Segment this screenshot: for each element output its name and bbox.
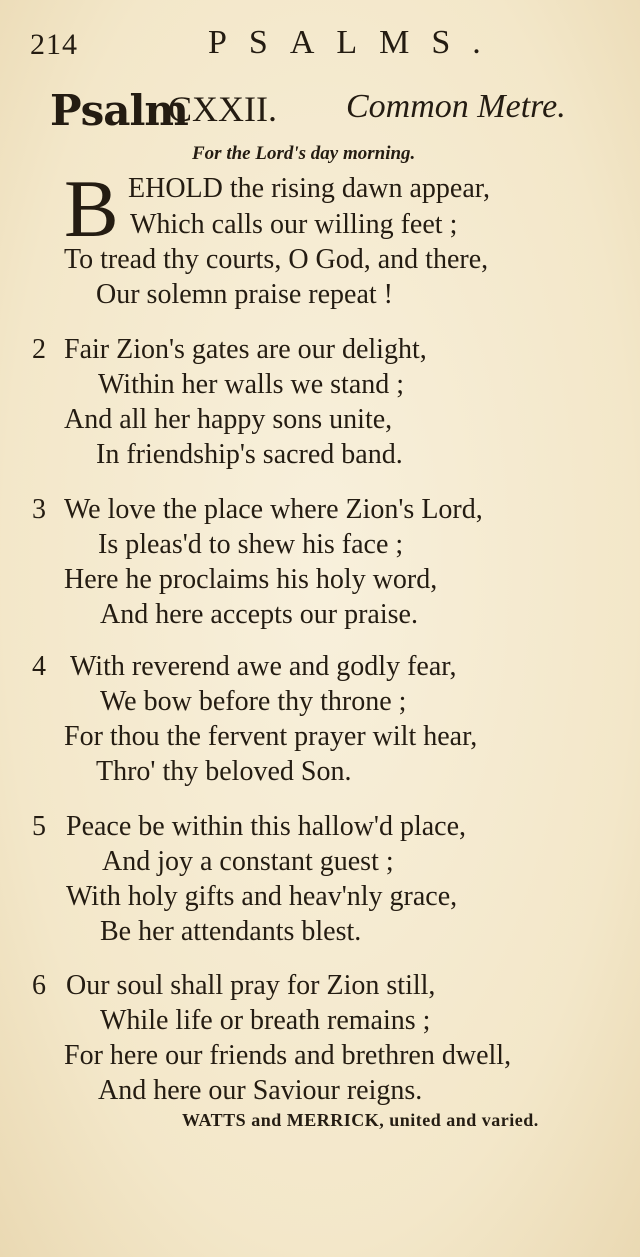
page-number: 214 [30,28,78,61]
stanza-number: 2 [32,334,46,365]
psalm-label: Psalm [50,86,188,135]
verse-line: Peace be within this hallow'd place, [66,811,467,842]
psalm-number: CXXII. [168,89,277,129]
verse-line: While life or breath remains ; [100,1005,431,1036]
verse-line: Which calls our willing feet ; [130,209,458,240]
stanza-number: 6 [32,970,46,1001]
verse-line: We love the place where Zion's Lord, [64,494,483,525]
metre-label: Common Metre. [346,88,566,125]
verse-line: And all her happy sons unite, [64,404,393,435]
verse-line: Our solemn praise repeat ! [96,279,393,310]
verse-line: With holy gifts and heav'nly grace, [66,881,458,912]
verse-line: Be her attendants blest. [100,916,362,947]
verse-line: Within her walls we stand ; [98,369,405,400]
verse-line: To tread thy courts, O God, and there, [64,244,489,275]
stanza-number: 3 [32,494,46,525]
verse-line: Is pleas'd to shew his face ; [98,529,404,560]
drop-cap: B [64,163,119,254]
running-head: PSALMS. [208,24,503,61]
verse-line: For thou the fervent prayer wilt hear, [64,721,478,752]
verse-line: We bow before thy throne ; [100,686,407,717]
verse-line: And joy a constant guest ; [102,846,394,877]
stanza-number: 4 [32,651,46,682]
stanza-number: 5 [32,811,46,842]
verse-line: And here our Saviour reigns. [98,1075,423,1106]
verse-line: In friendship's sacred band. [96,439,403,470]
verse-line: Here he proclaims his holy word, [64,564,438,595]
verse-line: For here our friends and brethren dwell, [64,1040,512,1071]
verse-line: Thro' thy beloved Son. [96,756,352,787]
attribution: WATTS and MERRICK, united and varied. [182,1110,539,1130]
psalm-subtitle: For the Lord's day morning. [192,143,416,164]
verse-line: With reverend awe and godly fear, [70,651,457,682]
psalm-title [50,86,610,136]
verse-line: EHOLD the rising dawn appear, [128,173,490,204]
verse-line: Fair Zion's gates are our delight, [64,334,427,365]
verse-line: And here accepts our praise. [100,599,418,630]
page-header [30,22,610,72]
verse-line: Our soul shall pray for Zion still, [66,970,436,1001]
